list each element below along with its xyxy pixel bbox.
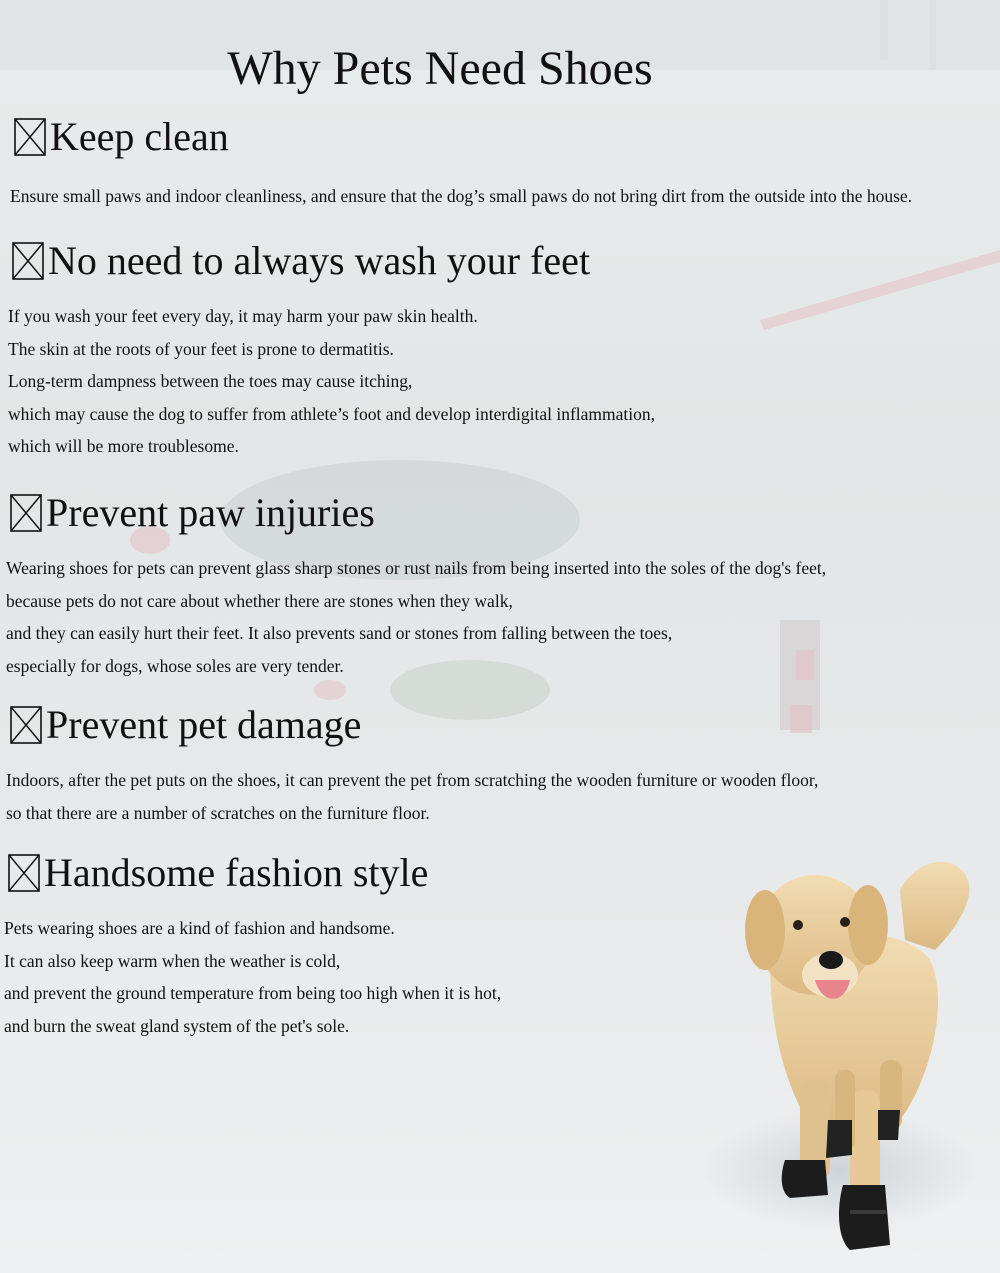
- section-heading: [14, 112, 1000, 162]
- section-heading-text: Handsome fashion style: [44, 850, 429, 895]
- text-line: which will be more troublesome.: [8, 436, 239, 457]
- text-line: Pets wearing shoes are a kind of fashion and handsome.: [4, 918, 395, 938]
- section-keep-clean: [0, 112, 1000, 213]
- section-heading: [12, 236, 1000, 286]
- text-line: and burn the sweat gland system of the pet's sole.: [4, 1015, 350, 1036]
- text-line: Wearing shoes for pets can prevent glass sharp stones or rust nails from being inserted into the soles of the dog's feet,: [6, 558, 827, 578]
- section-heading-text: Prevent pet damage: [46, 702, 362, 747]
- text-line: and they can easily hurt their feet. It also prevents sand or stones from falling between the toes,: [6, 623, 673, 644]
- section-text: [10, 180, 1000, 213]
- x-box-icon: [14, 117, 46, 157]
- x-box-icon: [12, 241, 44, 281]
- text-line: If you wash your feet every day, it may harm your paw skin health.: [8, 306, 478, 326]
- section-heading: [10, 700, 1000, 750]
- text-line: It can also keep warm when the weather is cold,: [4, 950, 341, 971]
- page-title: Why Pets Need Shoes: [227, 42, 653, 95]
- text-line: Indoors, after the pet puts on the shoes, it can prevent the pet from scratching the wooden furniture or wooden floor,: [6, 770, 819, 790]
- text-line: The skin at the roots of your feet is prone to dermatitis.: [8, 338, 394, 359]
- section-heading-text: No need to always wash your feet: [48, 238, 591, 283]
- text-line: which may cause the dog to suffer from athlete’s foot and develop interdigital inflammation,: [8, 403, 655, 424]
- text-line: and prevent the ground temperature from being too high when it is hot,: [4, 983, 502, 1004]
- section-prevent-paw-injuries: [0, 488, 1000, 682]
- section-handsome-fashion-style: [0, 848, 1000, 1042]
- text-line: Ensure small paws and indoor cleanliness, and ensure that the dog’s small paws do not bring dirt from the outside into the house.: [10, 186, 913, 206]
- section-text: [6, 764, 1000, 829]
- section-text: [4, 912, 1000, 1042]
- text-line: Long-term dampness between the toes may cause itching,: [8, 371, 413, 392]
- x-box-icon: [10, 705, 42, 745]
- section-heading-text: Keep clean: [50, 114, 229, 159]
- text-line: especially for dogs, whose soles are very tender.: [6, 655, 344, 676]
- section-heading: [10, 488, 1000, 538]
- section-prevent-pet-damage: [0, 700, 1000, 829]
- section-no-need-to-wash: [0, 236, 1000, 463]
- section-heading: [8, 848, 1000, 898]
- section-text: [8, 300, 1000, 463]
- text-line: so that there are a number of scratches on the furniture floor.: [6, 802, 430, 823]
- section-heading-text: Prevent paw injuries: [46, 490, 375, 535]
- section-text: [6, 552, 1000, 682]
- x-box-icon: [10, 493, 42, 533]
- x-box-icon: [8, 853, 40, 893]
- text-line: because pets do not care about whether there are stones when they walk,: [6, 590, 513, 611]
